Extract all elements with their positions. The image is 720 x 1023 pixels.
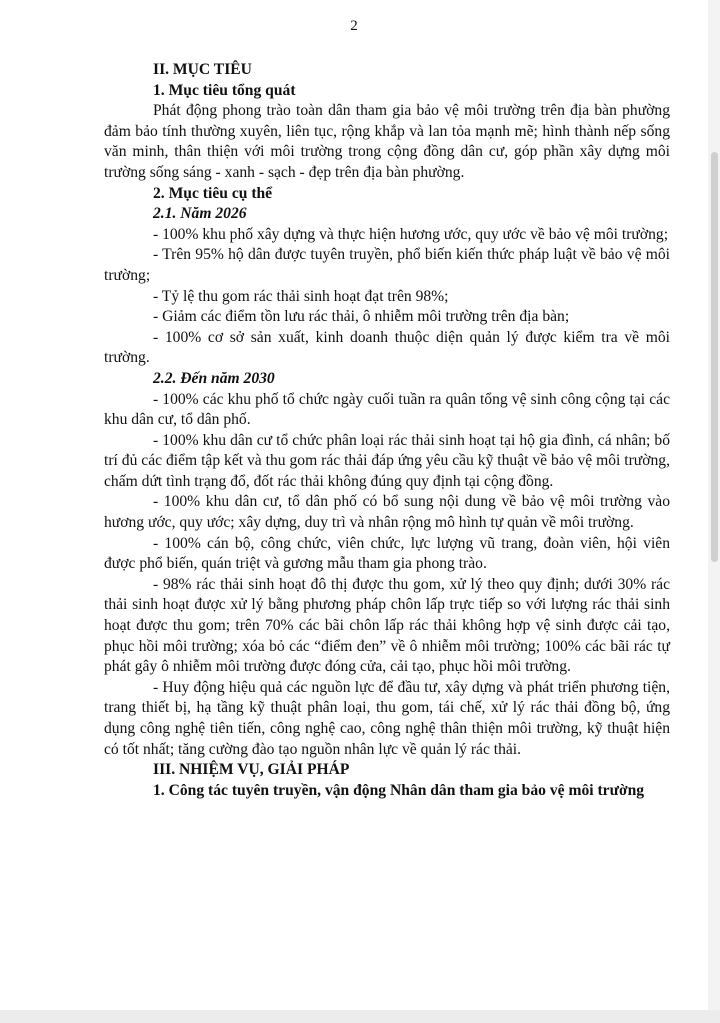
subsection-heading-tuyen-truyen: 1. Công tác tuyên truyền, vận động Nhân dân tham gia bảo vệ môi trường bbox=[153, 781, 645, 799]
paragraph-general-objective: Phát động phong trào toàn dân tham gia bảo vệ môi trường trên địa bàn phường đảm bảo tính thường xuyên, liên tục, rộng khắp và lan tỏa mạnh mẽ; hình thành nếp sống văn minh, thân thiện với môi trường trong cộng đồng dân cư, góp phần xây dựng môi trường sống sáng - xanh - sạch - đẹp trên địa bàn phường. bbox=[104, 102, 670, 181]
subsection-heading-cu-the: 2. Mục tiêu cụ thể bbox=[153, 184, 273, 202]
subheading-2026: 2.1. Năm 2026 bbox=[153, 205, 247, 223]
document-body bbox=[104, 60, 670, 801]
subsection-heading-tong-quat: 1. Mục tiêu tổng quát bbox=[153, 81, 296, 99]
list-item-2026-2: - Trên 95% hộ dân được tuyên truyền, phổ biến kiến thức pháp luật về bảo vệ môi trường; bbox=[104, 246, 670, 284]
list-item-2026-1: - 100% khu phố xây dựng và thực hiện hương ước, quy ước về bảo vệ môi trường; bbox=[153, 225, 669, 243]
list-item-2030-1: - 100% các khu phố tổ chức ngày cuối tuần ra quân tổng vệ sinh công cộng tại các khu dân cư, tổ dân phố. bbox=[104, 390, 670, 429]
section-heading-nhiem-vu: III. NHIỆM VỤ, GIẢI PHÁP bbox=[153, 761, 350, 779]
list-item-2026-3: - Tỷ lệ thu gom rác thải sinh hoạt đạt trên 98%; bbox=[153, 287, 449, 305]
list-item-2030-6: - Huy động hiệu quả các nguồn lực để đầu tư, xây dựng và phát triển phương tiện, trang thiết bị, hạ tầng kỹ thuật phân loại, thu gom, tái chế, xử lý rác thải đồng bộ, ứng dụng công nghệ tiên tiến, công nghệ cao, công nghệ thân thiện môi trường, kỹ thuật hiện có tốt nhất; tăng cường đào tạo nguồn nhân lực về quản lý rác thải. bbox=[104, 678, 670, 758]
list-item-2030-5: - 98% rác thải sinh hoạt đô thị được thu gom, xử lý theo quy định; dưới 30% rác thải sinh hoạt được xử lý bằng phương pháp chôn lấp trực tiếp so với lượng rác thải sinh hoạt được thu gom; trên 70% các bãi chôn lấp rác thải không hợp vệ sinh được cải tạo, phục hồi môi trường; xóa bỏ các “điểm đen” về ô nhiễm môi trường; 100% các bãi rác tự phát gây ô nhiễm môi trường được đóng cửa, cải tạo, phục hồi môi trường. bbox=[104, 575, 670, 676]
section-heading-muc-tieu: II. MỤC TIÊU bbox=[153, 61, 252, 78]
list-item-2030-3: - 100% khu dân cư, tổ dân phố có bổ sung nội dung về bảo vệ môi trường vào hương ước, quy ước; xây dựng, duy trì và nhân rộng mô hình tự quản về môi trường. bbox=[104, 493, 670, 532]
vertical-scrollbar[interactable] bbox=[708, 0, 720, 1023]
bottom-edge bbox=[0, 1010, 720, 1023]
scrollbar-thumb[interactable] bbox=[711, 152, 718, 562]
page-number: 2 bbox=[350, 18, 358, 34]
list-item-2026-4: - Giảm các điểm tồn lưu rác thải, ô nhiễm môi trường trên địa bàn; bbox=[153, 308, 570, 326]
list-item-2030-4: - 100% cán bộ, công chức, viên chức, lực lượng vũ trang, đoàn viên, hội viên được phổ biến, quán triệt và gương mẫu tham gia phong trào. bbox=[104, 534, 670, 573]
list-item-2026-5: - 100% cơ sở sản xuất, kinh doanh thuộc diện quản lý được kiểm tra về môi trường. bbox=[104, 328, 670, 367]
subheading-2030: 2.2. Đến năm 2030 bbox=[153, 369, 275, 387]
list-item-2030-2: - 100% khu dân cư tổ chức phân loại rác thải sinh hoạt tại hộ gia đình, cá nhân; bố trí đủ các điểm tập kết và thu gom rác thải đáp ứng yêu cầu kỹ thuật về bảo vệ môi trường, chấm dứt tình trạng đổ, đốt rác thải không đúng quy định tại cộng đồng. bbox=[104, 431, 670, 490]
